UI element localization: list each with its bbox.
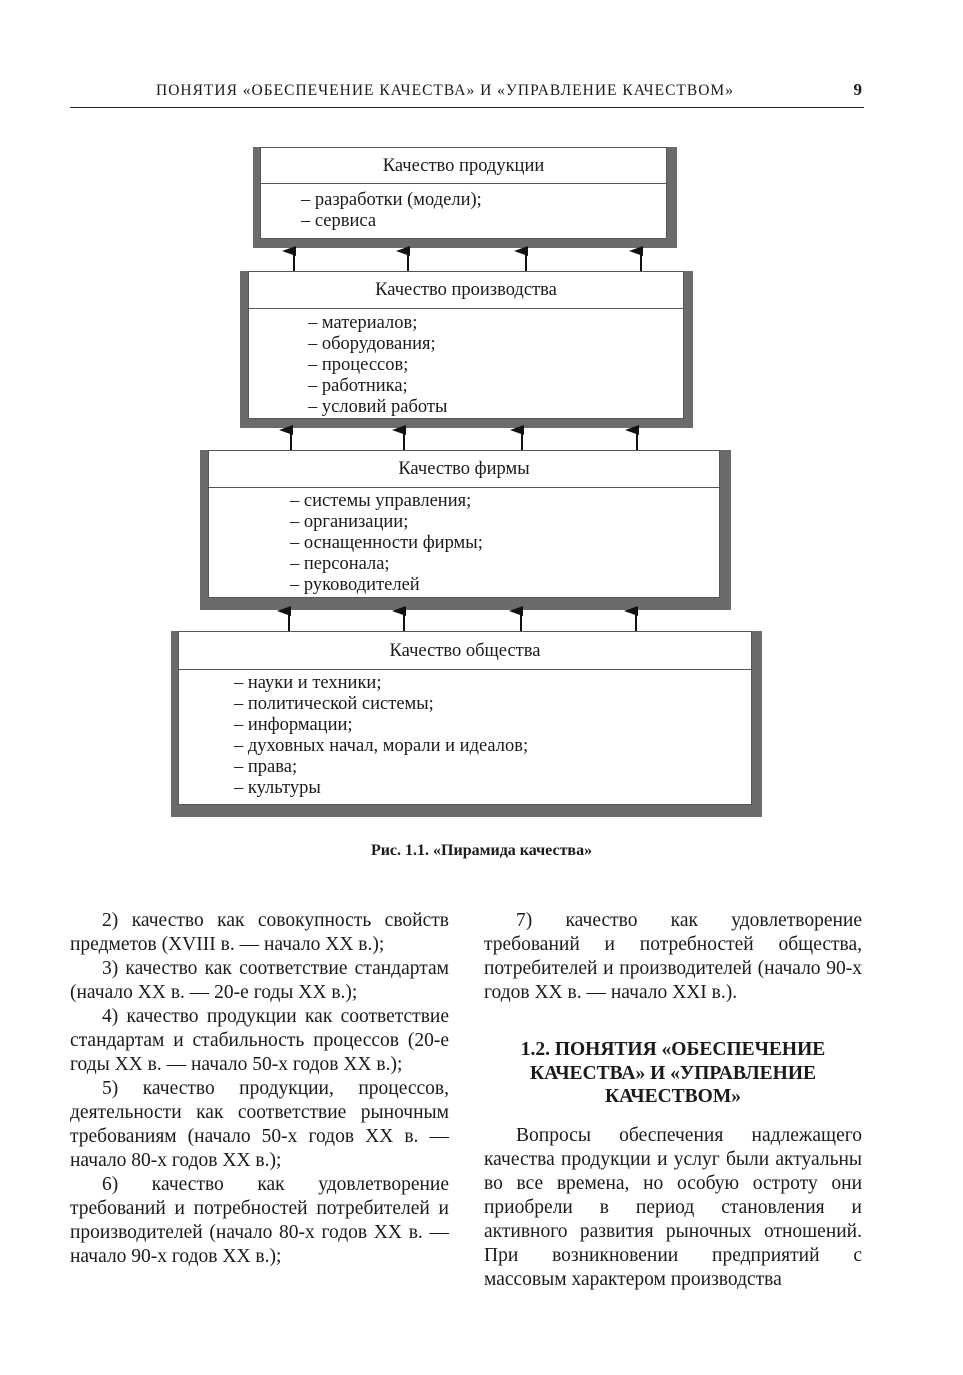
tier-item: – руководителей [290, 575, 420, 595]
tier-item: – духовных начал, морали и идеалов; [234, 736, 529, 756]
tier-item: – сервиса [301, 211, 377, 231]
paragraph: 2) качество как совокупность свойств предметов (XVIII в. — начало XX в.); [70, 910, 449, 955]
tier-item: – персонала; [290, 554, 390, 574]
tier-society-quality [171, 631, 762, 817]
tier-item: – организации; [290, 512, 409, 532]
tier-production-quality [240, 271, 693, 428]
tier-item: – оборудования; [308, 334, 436, 354]
tier-item: – процессов; [308, 355, 409, 375]
tier-item: – информации; [234, 715, 353, 735]
tier-item: – условий работы [308, 397, 448, 417]
tier-title: Качество производства [249, 272, 683, 309]
tier-item: – системы управления; [290, 491, 472, 511]
tier-item: – права; [234, 757, 298, 777]
tier-item: – политической системы; [234, 694, 434, 714]
section-heading: 1.2. ПОНЯТИЯ «ОБЕСПЕЧЕНИЕ КАЧЕСТВА» И «УПРАВЛЕНИЕ КАЧЕСТВОМ» [520, 1039, 826, 1107]
tier-firm-quality [200, 450, 731, 610]
paragraph: 7) качество как удовлетворение требований и потребностей общества, потребителей и производителей (начало 90-х годов XX в. — начало XXI в.). [484, 910, 862, 1003]
paragraph: 4) качество продукции как соответствие стандартам и стабильность процессов (20-е годы XX в. — начало 50-х годов XX в.); [70, 1006, 449, 1075]
tier-item: – культуры [234, 778, 321, 798]
right-column [484, 909, 862, 1005]
tier-items [301, 190, 482, 232]
tier-items [308, 313, 447, 418]
tier-item: – работника; [308, 376, 408, 396]
paragraph: 5) качество продукции, процессов, деятельности как соответствие рыночным требованиям (начало 50-х годов XX в. — начало 80-х годов XX в.); [70, 1078, 449, 1171]
tier-items [234, 673, 528, 799]
left-column [70, 909, 449, 1269]
tier-item: – науки и техники; [234, 673, 382, 693]
page-number: 9 [853, 80, 862, 99]
figure-caption: Рис. 1.1. «Пирамида качества» [370, 842, 593, 859]
running-header [70, 80, 864, 108]
tier-title: Качество продукции [261, 148, 666, 184]
paragraph: 6) качество как удовлетворение требований и потребностей потребителей и производителей (начало 80-х годов XX в. — начало 90-х годов XX в.); [70, 1174, 449, 1267]
tier-item: – материалов; [308, 313, 418, 333]
paragraph: Вопросы обеспечения надлежащего качества продукции и услуг были актуальны во все времена, но особую остроту они приобрели в период становления и активного развития рыночных отношений. При возникновении предприятий с массовым характером производства [484, 1125, 862, 1290]
tier-product-quality [253, 147, 677, 248]
paragraph: 3) качество как соответствие стандартам (начало XX в. — 20-е годы XX в.); [70, 958, 449, 1003]
section-body [484, 1124, 862, 1292]
tier-title: Качество общества [179, 632, 751, 670]
tier-item: – разработки (модели); [301, 190, 482, 210]
tier-item: – оснащенности фирмы; [290, 533, 483, 553]
running-title: ПОНЯТИЯ «ОБЕСПЕЧЕНИЕ КАЧЕСТВА» И «УПРАВЛЕНИЕ КАЧЕСТВОМ» [156, 82, 734, 99]
tier-items [290, 491, 483, 596]
tier-title: Качество фирмы [209, 451, 719, 488]
